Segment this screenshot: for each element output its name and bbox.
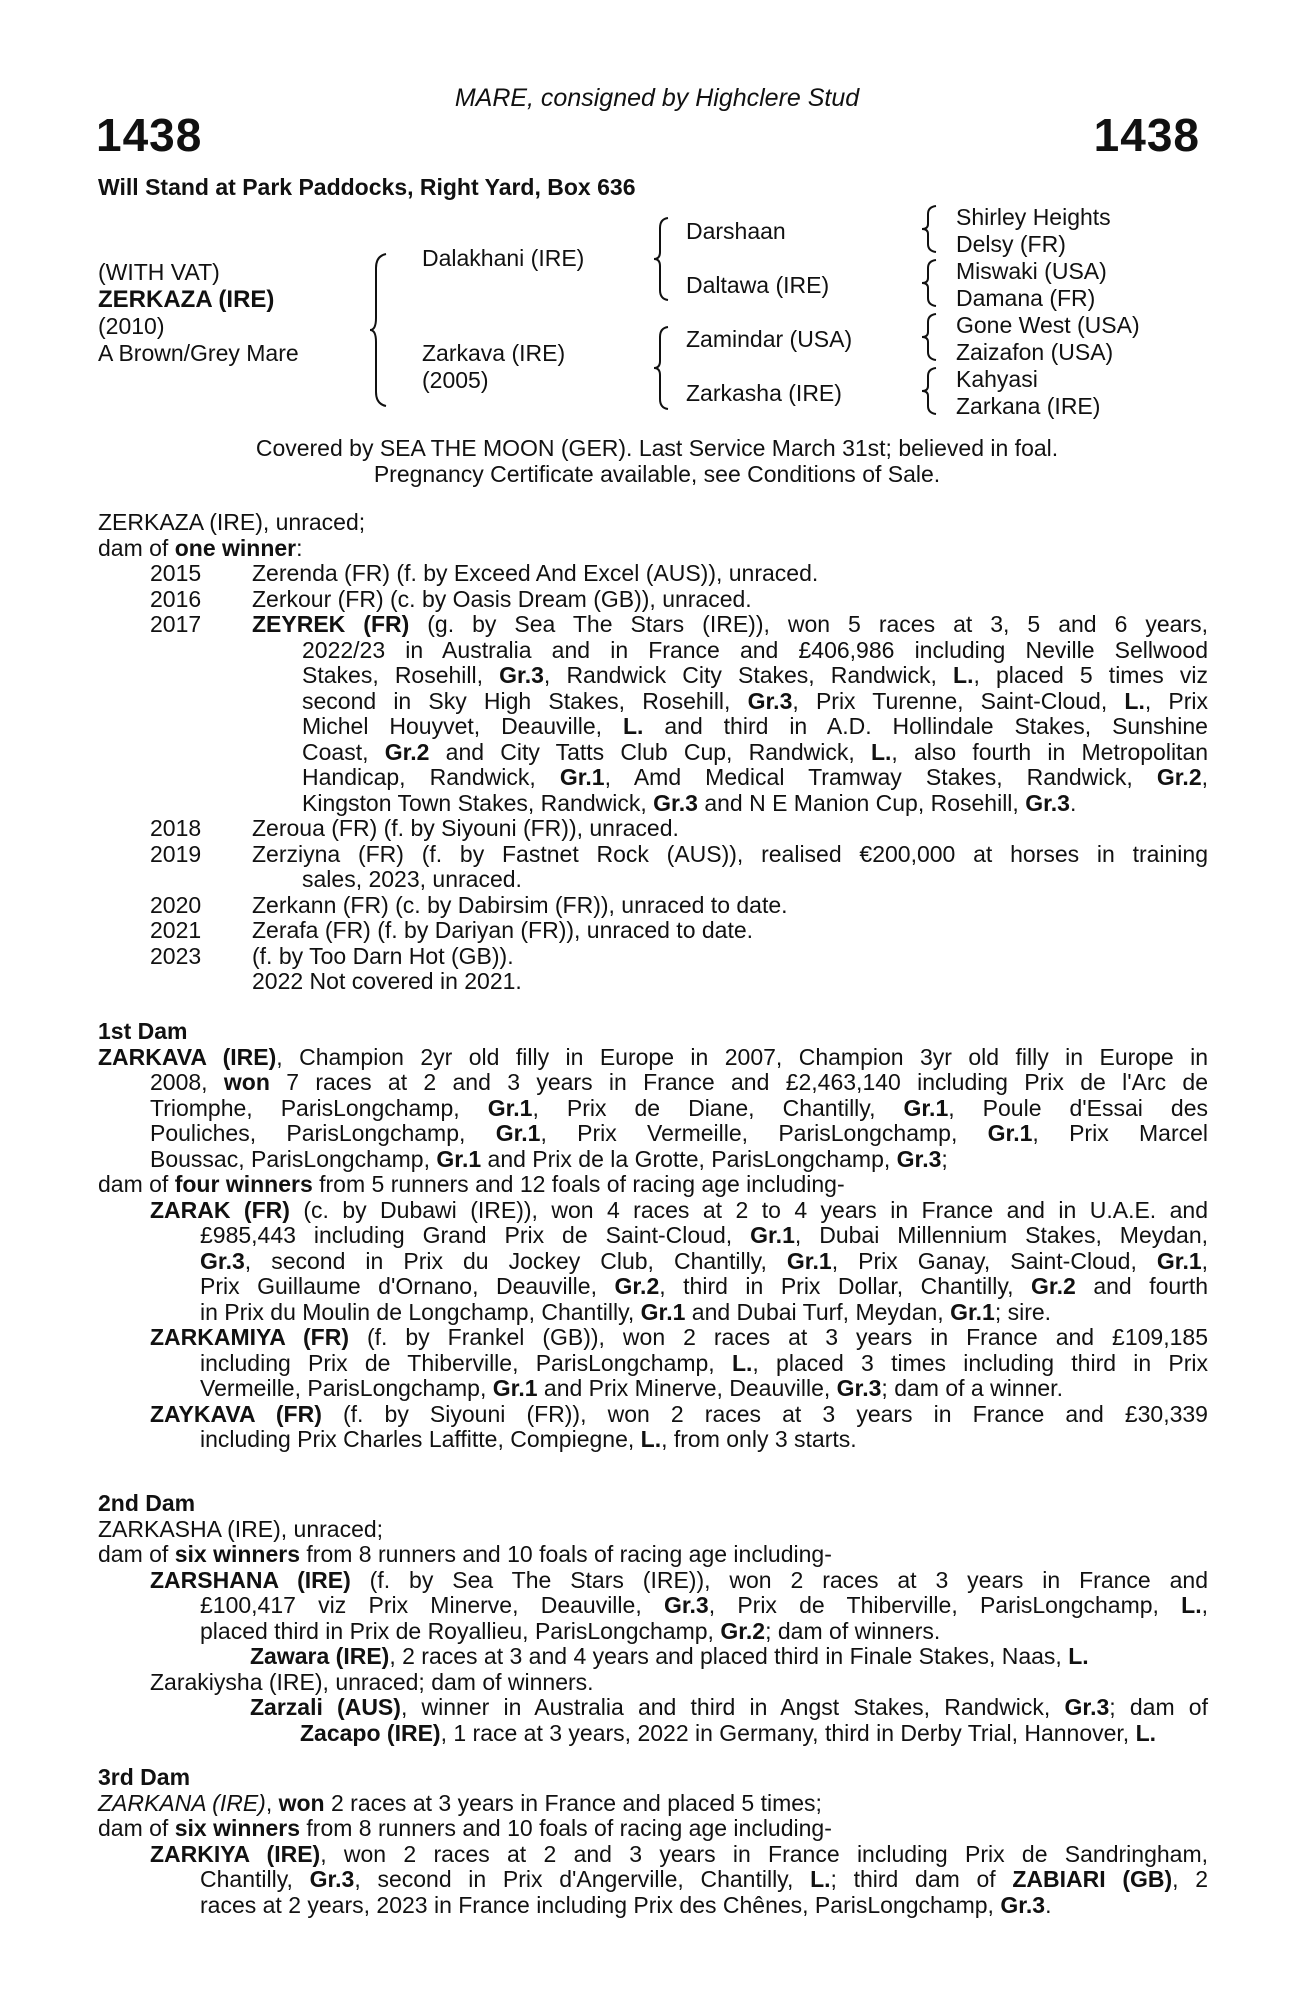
progeny-line: Prix Guillaume d'Ornano, Deauville, Gr.2, third in Prix Dollar, Chantilly, Gr.2 and fourth — [200, 1273, 1209, 1299]
sire-sire-name: Darshaan — [686, 218, 786, 244]
dam-line: Triomphe, ParisLongchamp, Gr.1, Prix de Diane, Chantilly, Gr.1, Poule d'Essai des — [150, 1094, 1209, 1121]
produce-entry: 2023 (f. by Too Darn Hot (GB)). — [150, 942, 514, 969]
progeny-line: £985,443 including Grand Prix de Saint-Cloud, Gr.1, Dubai Millennium Stakes, Meydan, — [200, 1222, 1209, 1248]
mare-intro: ZERKAZA (IRE), unraced; — [98, 509, 366, 535]
progeny-line: Zarakiysha (IRE), unraced; dam of winners. — [150, 1668, 594, 1695]
covering-note — [0, 435, 1314, 487]
covering-line: Covered by SEA THE MOON (GER). Last Service March 31st; believed in foal. — [255, 435, 1059, 461]
vat-note: (WITH VAT) — [98, 259, 220, 285]
dam-year: (2005) — [422, 367, 489, 393]
progeny-line: placed third in Prix de Royallieu, ParisLongchamp, Gr.2; dam of winners. — [200, 1617, 941, 1644]
produce-entry: 2022 Not covered in 2021. — [252, 968, 522, 994]
second-dam-section — [98, 1491, 1208, 1746]
produce-detail: Stakes, Rosehill, Gr.3, Randwick City Stakes, Randwick, L., placed 5 times viz — [302, 662, 1208, 688]
section-heading: 1st Dam — [98, 1018, 188, 1044]
dam-name: Zarkava (IRE) — [422, 340, 566, 366]
dam-line: ZARKAVA (IRE), Champion 2yr old filly in Europe in 2007, Champion 3yr old filly in Europe in — [98, 1043, 1208, 1070]
g3-ancestor: Zaizafon (USA) — [956, 339, 1114, 365]
lot-number-left: 1438 — [96, 109, 203, 161]
progeny-line: including Prix de Thiberville, ParisLongchamp, L., placed 3 times including third in Prix — [200, 1349, 1209, 1376]
produce-entry: 2019 Zerziyna (FR) (f. by Fastnet Rock (AUS)), realised €200,000 at horses in training — [150, 840, 1208, 867]
produce-detail: 2022/23 in Australia and in France and £406,986 including Neville Sellwood — [302, 636, 1208, 663]
g3-brace-2 — [920, 258, 940, 308]
horse-year: (2010) — [98, 313, 165, 339]
dam-sire-name: Zamindar (USA) — [686, 326, 853, 352]
dam-line: 2008, won 7 races at 2 and 3 years in France and £2,463,140 including Prix de l'Arc de — [150, 1069, 1209, 1095]
progeny-line: £100,417 viz Prix Minerve, Deauville, Gr.3, Prix de Thiberville, ParisLongchamp, L., — [200, 1592, 1208, 1618]
mare-winners: dam of one winner: — [98, 534, 303, 561]
progeny-line: races at 2 years, 2023 in France including Prix des Chênes, ParisLongchamp, Gr.3. — [200, 1891, 1052, 1918]
dam-of-line: dam of four winners from 5 runners and 12 foals of racing age including- — [98, 1171, 845, 1197]
section-heading: 2nd Dam — [98, 1490, 196, 1516]
dam-parents-brace — [652, 325, 672, 411]
progeny-line: Chantilly, Gr.3, second in Prix d'Angerville, Chantilly, L.; third dam of ZABIARI (GB), 2 — [200, 1866, 1209, 1892]
g3-brace-3 — [920, 312, 940, 362]
g3-ancestor: Damana (FR) — [956, 285, 1096, 311]
sire-dam-brace — [368, 252, 392, 408]
sire-name: Dalakhani (IRE) — [422, 245, 585, 271]
dam-line: Boussac, ParisLongchamp, Gr.1 and Prix de la Grotte, ParisLongchamp, Gr.3; — [150, 1145, 948, 1172]
produce-entry: 2020 Zerkann (FR) (c. by Dabirsim (FR)), unraced to date. — [150, 891, 788, 918]
progeny-line: ZARKIYA (IRE), won 2 races at 2 and 3 years in France including Prix de Sandringham, — [150, 1840, 1209, 1867]
progeny-line: in Prix du Moulin de Longchamp, Chantilly, Gr.1 and Dubai Turf, Meydan, Gr.1; sire. — [200, 1298, 1052, 1325]
produce-entry: 2018 Zeroua (FR) (f. by Siyouni (FR)), unraced. — [150, 815, 679, 841]
horse-name: ZERKAZA (IRE) — [98, 286, 275, 313]
produce-entry: 2021 Zerafa (FR) (f. by Dariyan (FR)), unraced to date. — [150, 917, 754, 943]
dam-dam-name: Zarkasha (IRE) — [686, 380, 842, 406]
g3-ancestor: Zarkana (IRE) — [956, 393, 1101, 419]
progeny-line: Vermeille, ParisLongchamp, Gr.1 and Prix Minerve, Deauville, Gr.3; dam of a winner. — [200, 1375, 1063, 1401]
lot-number-right: 1438 — [1093, 109, 1200, 161]
progeny-line: ZARSHANA (IRE) (f. by Sea The Stars (IRE)), won 2 races at 3 years in France and — [150, 1566, 1208, 1593]
progeny-line: ZAYKAVA (FR) (f. by Siyouni (FR)), won 2 races at 3 years in France and £30,339 — [150, 1400, 1208, 1427]
g3-brace-4 — [920, 366, 940, 416]
g3-brace-1 — [920, 204, 940, 254]
section-heading: 3rd Dam — [98, 1764, 191, 1790]
produce-detail: Coast, Gr.2 and City Tatts Club Cup, Randwick, L., also fourth in Metropolitan — [302, 738, 1209, 765]
progeny-line: Zawara (IRE), 2 races at 3 and 4 years and placed third in Finale Stakes, Naas, L. — [250, 1643, 1089, 1669]
produce-detail: second in Sky High Stakes, Rosehill, Gr.3, Prix Turenne, Saint-Cloud, L., Prix — [302, 687, 1209, 714]
progeny-line: Gr.3, second in Prix du Jockey Club, Chantilly, Gr.1, Prix Ganay, Saint-Cloud, Gr.1, — [200, 1247, 1209, 1274]
progeny-line: ZARKAMIYA (FR) (f. by Frankel (GB)), won 2 races at 3 years in France and £109,185 — [150, 1324, 1208, 1350]
horse-description: A Brown/Grey Mare — [98, 340, 299, 366]
produce-detail: Handicap, Randwick, Gr.1, Amd Medical Tramway Stakes, Randwick, Gr.2, — [302, 764, 1209, 790]
pregnancy-line: Pregnancy Certificate available, see Conditions of Sale. — [373, 461, 941, 487]
dam-of-line: dam of six winners from 8 runners and 10 foals of racing age including- — [98, 1815, 832, 1841]
produce-detail: sales, 2023, unraced. — [302, 866, 522, 892]
dam-line: Pouliches, ParisLongchamp, Gr.1, Prix Vermeille, ParisLongchamp, Gr.1, Prix Marcel — [150, 1120, 1209, 1146]
dam-line: ZARKASHA (IRE), unraced; — [98, 1515, 384, 1542]
produce-record — [98, 510, 1208, 995]
produce-entry: 2015 Zerenda (FR) (f. by Exceed And Excel (AUS)), unraced. — [150, 560, 819, 586]
dam-of-line: dam of six winners from 8 runners and 10 foals of racing age including- — [98, 1541, 832, 1567]
produce-detail: Kingston Town Stakes, Randwick, Gr.3 and N E Manion Cup, Rosehill, Gr.3. — [302, 789, 1077, 816]
progeny-line: ZARAK (FR) (c. by Dubawi (IRE)), won 4 races at 2 to 4 years in France and in U.A.E. and — [150, 1196, 1208, 1223]
g3-ancestor: Kahyasi — [956, 366, 1038, 392]
consignor-line: MARE, consigned by Highclere Stud — [454, 84, 860, 112]
progeny-line: including Prix Charles Laffitte, Compiegne, L., from only 3 starts. — [200, 1426, 857, 1452]
produce-entry: 2016 Zerkour (FR) (c. by Oasis Dream (GB)), unraced. — [150, 585, 752, 612]
g3-ancestor: Delsy (FR) — [956, 231, 1066, 257]
stand-location: Will Stand at Park Paddocks, Right Yard, Box 636 — [98, 174, 636, 200]
g3-ancestor: Miswaki (USA) — [956, 258, 1107, 284]
progeny-line: Zacapo (IRE), 1 race at 3 years, 2022 in Germany, third in Derby Trial, Hannover, L. — [300, 1719, 1157, 1746]
sire-dam-name: Daltawa (IRE) — [686, 272, 830, 298]
produce-detail: Michel Houyvet, Deauville, L. and third in A.D. Hollindale Stakes, Sunshine — [302, 713, 1208, 739]
first-dam-section — [98, 1019, 1208, 1453]
sire-parents-brace — [652, 216, 672, 302]
produce-entry: 2017 ZEYREK (FR) (g. by Sea The Stars (IRE)), won 5 races at 3, 5 and 6 years, — [150, 611, 1208, 637]
dam-line: ZARKANA (IRE), won 2 races at 3 years in France and placed 5 times; — [98, 1789, 822, 1816]
g3-ancestor: Gone West (USA) — [956, 312, 1140, 338]
progeny-line: Zarzali (AUS), winner in Australia and third in Angst Stakes, Randwick, Gr.3; dam of — [250, 1694, 1208, 1720]
g3-ancestor: Shirley Heights — [956, 204, 1111, 230]
third-dam-section — [98, 1765, 1208, 1918]
